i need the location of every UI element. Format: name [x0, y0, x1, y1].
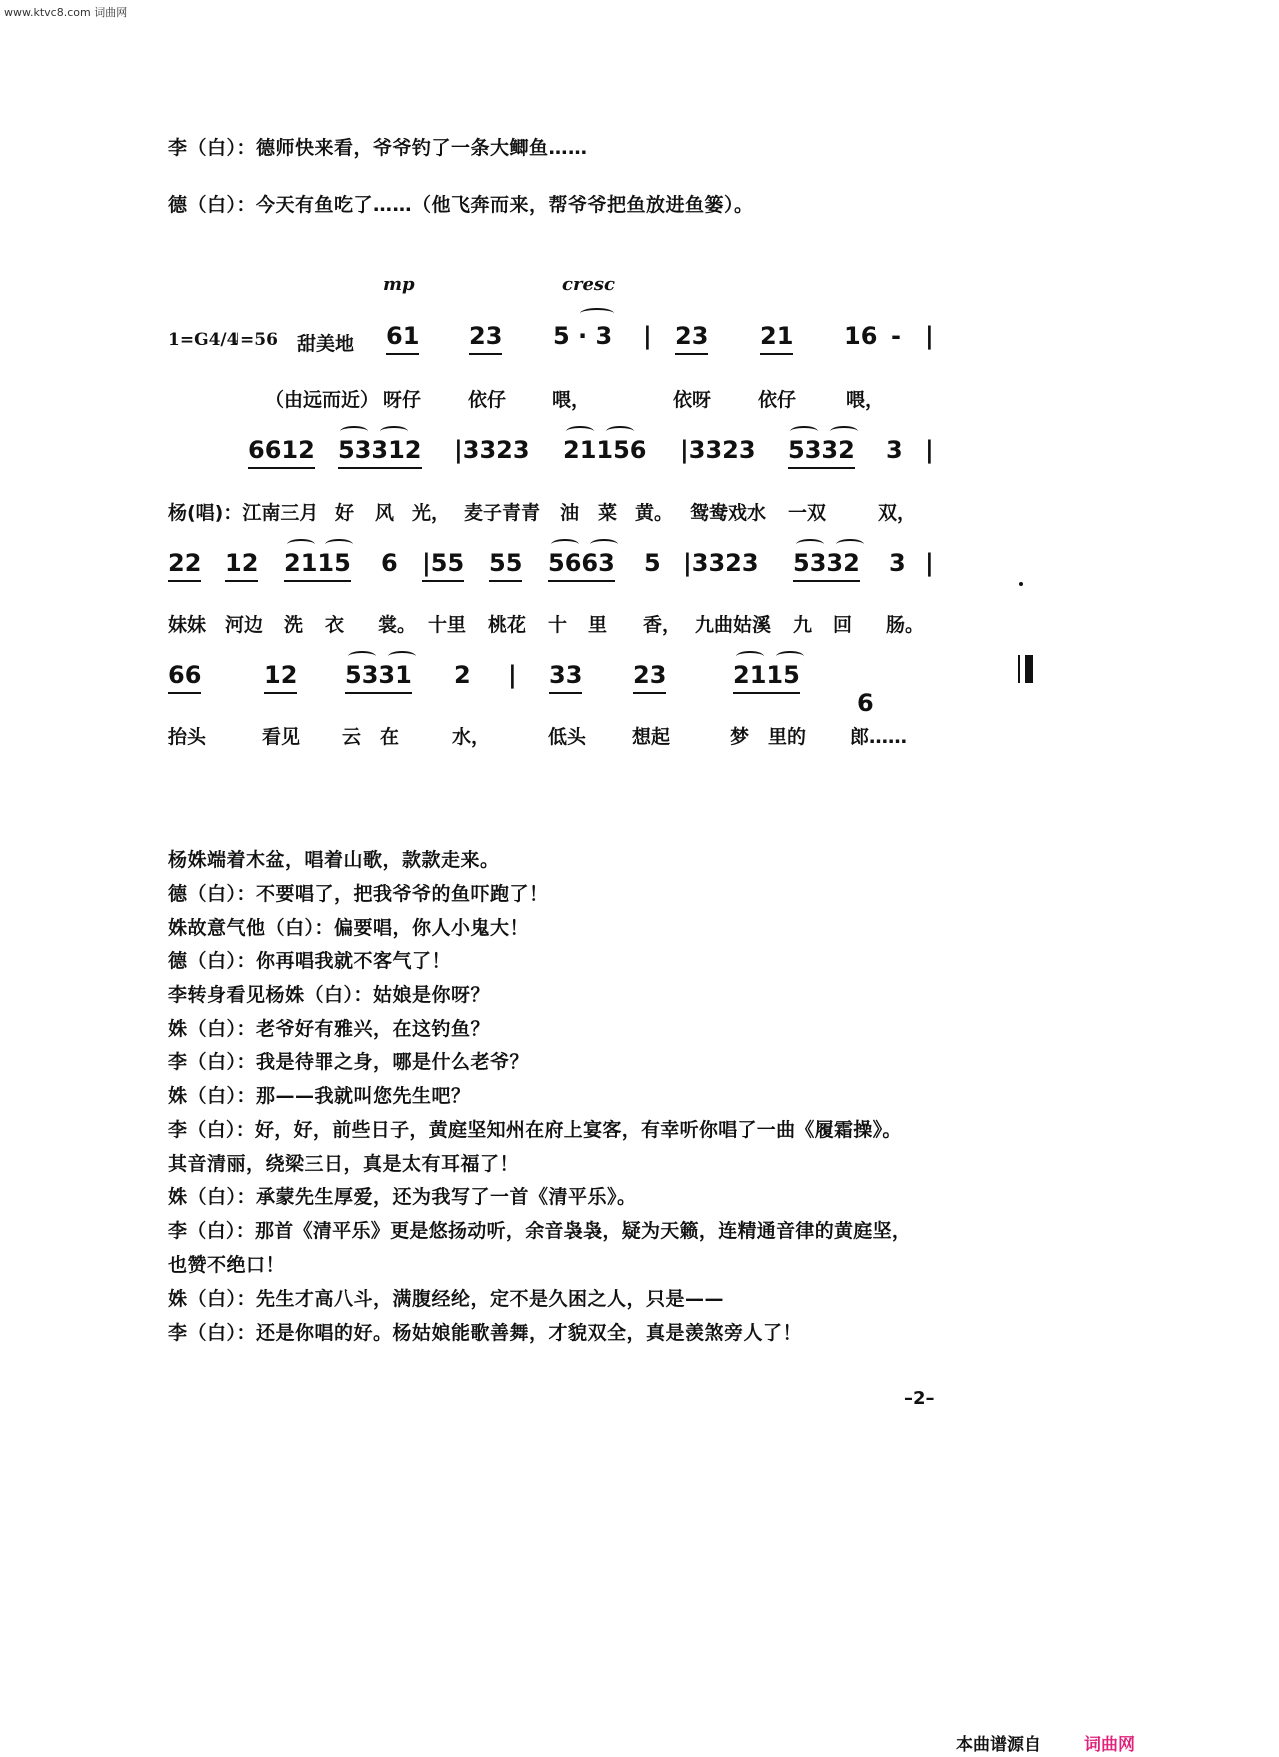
- dialog-line: 李（白）：德师快来看，爷爷钓了一条大鲫鱼……: [168, 137, 588, 159]
- note-group: 2115: [733, 661, 800, 694]
- note-group: 23: [675, 322, 708, 355]
- note-group: 2: [454, 661, 471, 689]
- dialog-line: 李（白）：那首《清平乐》更是悠扬动听，余音袅袅，疑为天籁，连精通音律的黄庭坚，: [168, 1220, 912, 1242]
- note-group: 5331: [345, 661, 412, 694]
- note-group: 5332: [788, 436, 855, 469]
- dialog-line: 姝（白）：承蒙先生厚爱，还为我写了一首《清平乐》。: [168, 1186, 637, 1208]
- lyric: 回: [833, 614, 853, 636]
- page-number: –2–: [904, 1388, 935, 1409]
- note-group: 6: [857, 689, 1279, 717]
- note-group: 55: [489, 549, 522, 582]
- lyric: 水，: [452, 726, 491, 748]
- lyric: 呀仔: [383, 389, 422, 411]
- lyric: 光，: [412, 502, 451, 524]
- note-group: 16: [844, 322, 878, 350]
- note-group: 61: [386, 322, 419, 355]
- note-group: 3: [889, 549, 906, 577]
- note-dash: -: [891, 322, 901, 350]
- barline: |: [643, 322, 652, 350]
- note-group: 12: [225, 549, 258, 582]
- dialog-line: 姝（白）：那——我就叫您先生吧？: [168, 1085, 471, 1107]
- lyric: 在: [380, 726, 400, 748]
- final-barline-thin: [1018, 655, 1020, 683]
- note-group: 33: [549, 661, 582, 694]
- note-group: 3: [886, 436, 903, 464]
- dialog-line: 李转身看见杨姝（白）：姑娘是你呀？: [168, 984, 491, 1006]
- note-group: |55: [422, 549, 464, 582]
- lyric: 桃花: [488, 614, 527, 636]
- dialog-line: 德（白）：你再唱我就不客气了！: [168, 950, 452, 972]
- final-barline-thick: [1025, 655, 1033, 683]
- note-group: 22: [168, 549, 201, 582]
- lyric: 麦子青青: [464, 502, 541, 524]
- note-group: |3323: [683, 549, 759, 577]
- dialog-line: 李（白）：我是待罪之身，哪是什么老爷？: [168, 1051, 530, 1073]
- lyric: 想起: [632, 726, 671, 748]
- dialog-line: 李（白）：还是你唱的好。杨姑娘能歌善舞，才貌双全，真是羡煞旁人了！: [168, 1322, 803, 1344]
- slur-mark: [580, 308, 614, 319]
- lyric: 喂，: [846, 389, 885, 411]
- lyric: 风: [375, 502, 395, 524]
- lyric: 一双: [788, 502, 827, 524]
- note-group: 6612: [248, 436, 315, 469]
- dialog-line: 姝（白）：先生才高八斗，满腹经纶，定不是久困之人，只是——: [168, 1288, 725, 1310]
- tempo-mark: ♩=56: [232, 330, 278, 350]
- note-group: 5 · 3: [553, 322, 613, 350]
- note-group: 2115: [284, 549, 351, 582]
- site-watermark: www.ktvc8.com 词曲网: [4, 6, 128, 19]
- lyric: 油: [560, 502, 580, 524]
- note-group: 6: [381, 549, 1279, 577]
- note-group: |3323: [680, 436, 756, 464]
- lyric: 喂，: [552, 389, 591, 411]
- expression-mark: 甜美地: [297, 333, 355, 355]
- dialog-line: 姝故意气他（白）：偏要唱，你人小鬼大！: [168, 917, 530, 939]
- note-group: 5: [644, 549, 661, 577]
- note-group: 53312: [338, 436, 422, 469]
- lyric: 洗: [284, 614, 304, 636]
- dynamic-cresc: cresc: [562, 274, 615, 295]
- lyric: 好: [335, 502, 355, 524]
- lyric: 肠。: [886, 614, 925, 636]
- barline: |: [925, 436, 934, 464]
- footer-source: 本曲谱源自: [956, 1735, 1041, 1755]
- dialog-line: 也赞不绝口！: [168, 1254, 286, 1276]
- lyric: 杨(唱)：江南三月: [168, 502, 319, 524]
- lyric: 双，: [878, 502, 917, 524]
- lyric: 梦: [730, 726, 750, 748]
- lyric: 依呀: [673, 389, 712, 411]
- lyric: 菜: [598, 502, 618, 524]
- lyric: 郎……: [850, 726, 908, 748]
- lyric: 依仔: [468, 389, 507, 411]
- note-group: 12: [264, 661, 297, 694]
- lyric: 九: [793, 614, 813, 636]
- lyric: 看见: [262, 726, 301, 748]
- lyric: （由远而近）: [265, 389, 380, 411]
- lyric: 十里: [428, 614, 467, 636]
- lyric: 云: [342, 726, 362, 748]
- note-group: 21: [760, 322, 793, 355]
- note-group: 23: [469, 322, 502, 355]
- dynamic-mp: mp: [383, 274, 415, 295]
- dialog-line: 其音清丽，绕梁三日，真是太有耳福了！: [168, 1153, 520, 1175]
- dialog-line: 姝（白）：老爷好有雅兴，在这钓鱼？: [168, 1018, 491, 1040]
- lyric: 里: [588, 614, 608, 636]
- lyric: 妹妹: [168, 614, 207, 636]
- lyric: 抬头: [168, 726, 207, 748]
- lyric: 黄。: [635, 502, 674, 524]
- note-group: |3323: [454, 436, 530, 464]
- dialog-line: 德（白）：今天有鱼吃了……（他飞奔而来，帮爷爷把鱼放进鱼篓）。: [168, 194, 754, 216]
- lyric: 低头: [548, 726, 587, 748]
- barline: |: [925, 549, 934, 577]
- lyric: 九曲姑溪: [695, 614, 772, 636]
- lyric: 依仔: [758, 389, 797, 411]
- lyric: 衣: [325, 614, 345, 636]
- footer-brand[interactable]: 词曲网: [1084, 1735, 1135, 1755]
- dialog-line: 德（白）：不要唱了，把我爷爷的鱼吓跑了！: [168, 883, 549, 905]
- lyric: 里的: [768, 726, 807, 748]
- note-group: 66: [168, 661, 201, 694]
- barline: |: [508, 661, 517, 689]
- note-group: 23: [633, 661, 666, 694]
- note-group: 5663: [548, 549, 615, 582]
- lyric: 鸳鸯戏水: [690, 502, 767, 524]
- dialog-line: 李（白）：好，好，前些日子，黄庭坚知州在府上宴客，有幸听你唱了一曲《履霜操》。: [168, 1119, 902, 1141]
- lyric: 十: [548, 614, 568, 636]
- lyric: 香，: [643, 614, 682, 636]
- barline: |: [925, 322, 934, 350]
- note-group: 21156: [563, 436, 647, 464]
- dialog-line: 杨姝端着木盆，唱着山歌，款款走来。: [168, 849, 500, 871]
- key-signature: 1=G4/4: [168, 330, 239, 350]
- note-group: 5332: [793, 549, 860, 582]
- lyric: 河边: [225, 614, 264, 636]
- lyric: 裳。: [378, 614, 417, 636]
